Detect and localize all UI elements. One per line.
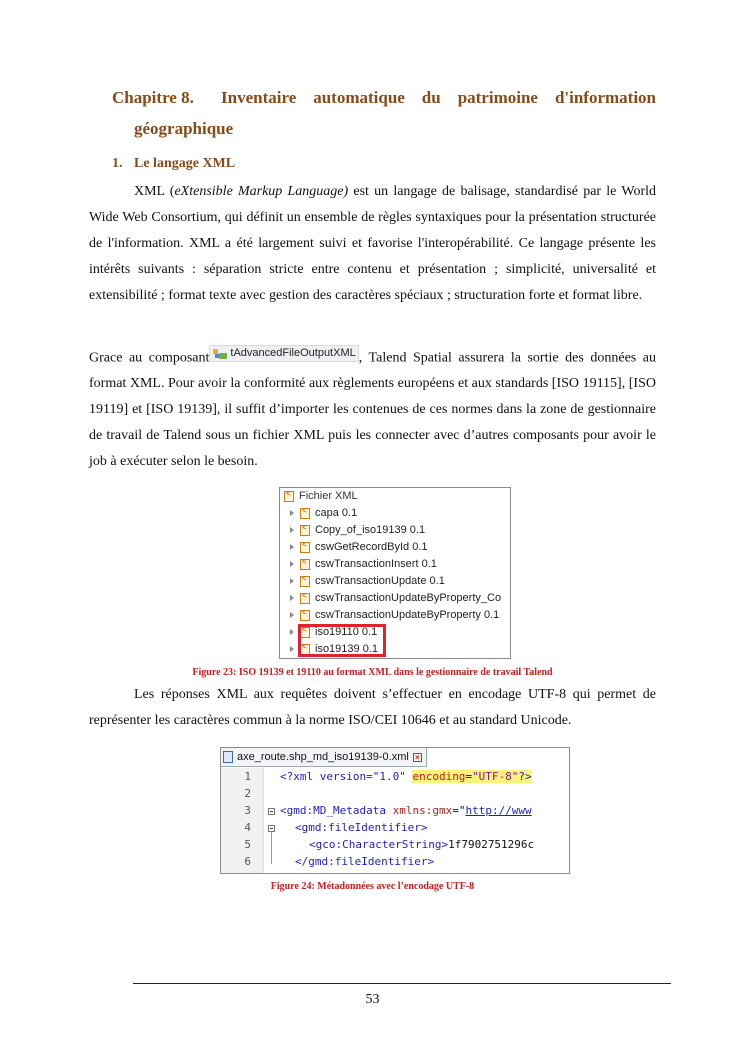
character-string-tag: <gco:CharacterString> [309,838,449,851]
line-number: 2 [244,787,251,800]
xml-file-icon [300,559,310,570]
tree-item[interactable] [290,556,437,572]
expand-icon[interactable] [290,544,294,550]
file-icon [223,751,233,763]
xml-declaration: <?xml version="1.0" [280,770,413,783]
footer-rule [133,983,671,984]
encoding-highlight [412,770,531,783]
code-line-4: <gmd:fileIdentifier> [295,821,428,834]
expand-icon[interactable] [290,595,294,601]
section-heading [112,156,235,172]
figure24-caption: Figure 24: Métadonnées avec l’encodage UTF-8 [270,881,475,892]
code-line-1 [280,770,532,783]
paragraph-xml-definition [89,179,656,309]
chapter-number: Chapitre 8. [112,88,194,107]
md-metadata-tag: <gmd:MD_Metadata [280,804,393,817]
component-badge [209,345,358,362]
file-identifier-value: 1f7902751296c [448,838,535,851]
tree-item-label: Copy_of_iso19139 0.1 [315,524,426,536]
expand-icon[interactable] [290,527,294,533]
component-icon [212,348,228,360]
xml-file-icon [300,508,310,519]
para1-rest: est un langage de balisage, standardisé par le World Wide Web Consortium, qui définit un ensemble de règles syntaxiques pour la présentation structurée de l'information. XML a été largement suivi et favorise l'interopérabilité. Ce langage présente les intérêts suivants : séparation stricte entre contenu et présentation ; simplicité, universalité et extensibilité ; format texte avec gestion des caractères spéciaux ; structuration forte et format libre. [89,184,656,303]
component-name: tAdvancedFileOutputXML [230,346,356,359]
code-line-3 [280,804,532,817]
encoding-value: "UTF-8" [472,770,519,783]
line-number: 3 [244,804,251,817]
section-title: Le langage XML [134,156,236,171]
tree-item[interactable] [290,539,428,555]
xml-editor [220,747,570,874]
namespace-link[interactable]: http://www [465,804,532,817]
highlight-box [298,624,386,657]
expand-icon[interactable] [290,561,294,567]
editor-tab-label: axe_route.shp_md_iso19139-0.xml [237,751,409,763]
para2-before: Grace au composant [89,350,210,366]
expand-icon[interactable] [290,612,294,618]
close-icon[interactable]: × [413,753,422,762]
xml-file-icon [300,610,310,621]
tree-root[interactable] [284,488,358,504]
tree-item[interactable] [290,505,357,521]
line-number: 1 [244,770,251,783]
xml-file-icon [300,576,310,587]
line-number: 6 [244,855,251,868]
section-number: 1. [112,156,123,171]
expand-icon[interactable] [290,629,294,635]
tree-item[interactable] [290,573,445,589]
xml-declaration-end: ?> [518,770,532,783]
xml-file-icon [300,525,310,536]
xmlns-attr: xmlns:gmx [392,804,453,817]
editor-tab[interactable] [221,748,427,767]
tree-item-label: cswTransactionUpdateByProperty 0.1 [315,609,500,621]
paragraph-talend-component [89,345,656,475]
tree-item-label: cswTransactionUpdateByProperty_Co [315,592,502,604]
para1-italic: eXtensible Markup Language) [174,184,349,199]
expand-icon[interactable] [290,646,294,652]
chapter-title-continued: géographique [134,119,234,138]
encoding-attr: encoding [412,770,466,783]
line-number: 4 [244,821,251,834]
para2-after: , Talend Spatial assurera la sortie des données au format XML. Pour avoir la conformité aux règlements européens et aux standards [ISO 19115], [ISO 19119] et [ISO 19139], il suffit d’importer les contenues de ces normes dans la zone de gestionnaire de travail de Talend sous un fichier XML puis les connecter avec d’autres composants pour avoir le job à exécuter selon le besoin. [89,350,656,470]
paragraph-utf8 [89,682,656,734]
tree-item-label: cswTransactionUpdate 0.1 [315,575,445,587]
para3-text: Les réponses XML aux requêtes doivent s’effectuer en encodage UTF-8 qui permet de représenter les caractères commun à la norme ISO/CEI 10646 et au standard Unicode. [89,687,656,728]
line-number: 5 [244,838,251,851]
xml-folder-icon [284,491,294,502]
code-line-5 [309,838,534,851]
encoding-eq: = [465,770,473,783]
para1-intro: XML ( [134,184,175,199]
xmlns-eq: =" [452,804,466,817]
fold-guide [271,832,272,864]
tree-item[interactable] [290,590,501,606]
expand-icon[interactable] [290,510,294,516]
code-line-6: </gmd:fileIdentifier> [295,855,435,868]
tree-item-label: iso19139 0.1 [315,643,378,655]
page-number: 53 [365,992,380,1007]
tree-item-label: cswGetRecordById 0.1 [315,541,428,553]
tree-root-label: Fichier XML [299,490,358,502]
tree-item-label: capa 0.1 [315,507,358,519]
tree-item[interactable] [290,522,425,538]
xml-file-icon [300,593,310,604]
chapter-title: Inventaire automatique du patrimoine d'information [221,88,656,107]
tree-item-label: iso19110 0.1 [315,626,378,638]
expand-icon[interactable] [290,578,294,584]
tree-item[interactable] [290,607,499,623]
fold-toggle-icon[interactable] [268,808,275,815]
figure23-caption: Figure 23: ISO 19139 et 19110 au format XML dans le gestionnaire de travail Talend [192,667,553,678]
fold-toggle-icon[interactable] [268,825,275,832]
tree-item-label: cswTransactionInsert 0.1 [315,558,437,570]
xml-file-icon [300,542,310,553]
